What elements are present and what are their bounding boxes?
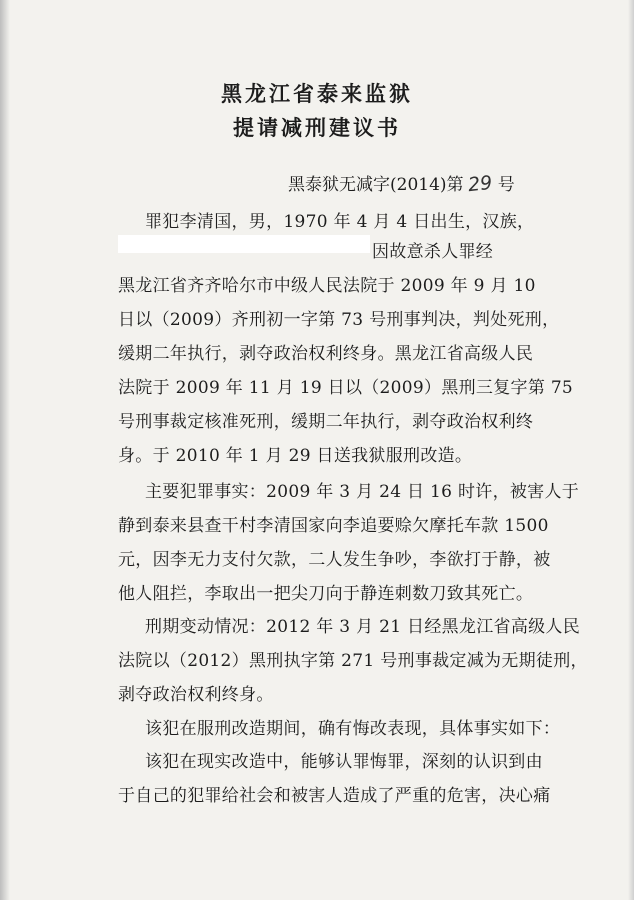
body-line: 元，因李无力支付欠款，二人发生争吵，李欲打于静，被 (118, 550, 551, 570)
body-line: 法院于 2009 年 11 月 19 日以（2009）黑刑三复字第 75 (118, 378, 574, 398)
document-number (288, 170, 515, 195)
body-line: 身。于 2010 年 1 月 29 日送我狱服刑改造。 (118, 446, 473, 466)
body-line: 罪犯李清国，男，1970 年 4 月 4 日出生，汉族， (145, 212, 535, 232)
body-line: 黑龙江省齐齐哈尔市中级人民法院于 2009 年 9 月 10 (118, 276, 536, 296)
document-number-suffix: 号 (497, 175, 515, 195)
body-line: 该犯在现实改造中，能够认罪悔罪，深刻的认识到由 (145, 752, 543, 772)
body-line: 因故意杀人罪经 (372, 242, 494, 262)
body-line: 于自己的犯罪给社会和被害人造成了严重的危害，决心痛 (118, 786, 551, 806)
body-line: 该犯在服刑改造期间，确有悔改表现，具体事实如下： (145, 719, 561, 739)
body-line: 静到泰来县查干村李清国家向李追要赊欠摩托车款 1500 (118, 516, 549, 536)
body-line: 日以（2009）齐刑初一字第 73 号刑事判决，判处死刑， (118, 310, 560, 330)
body-line: 法院以（2012）黑刑执字第 271 号刑事裁定减为无期徒刑， (118, 651, 588, 671)
body-line: 他人阻拦，李取出一把尖刀向于静连刺数刀致其死亡。 (118, 584, 534, 604)
document-title-institution: 黑龙江省泰来监狱 (221, 82, 413, 106)
body-line: 刑期变动情况：2012 年 3 月 21 日经黑龙江省高级人民 (145, 617, 581, 637)
body-line: 主要犯罪事实：2009 年 3 月 24 日 16 时许，被害人于 (145, 482, 580, 502)
body-line: 剥夺政治权利终身。 (118, 685, 274, 705)
redaction-box (118, 235, 370, 253)
body-line: 号刑事裁定核准死刑，缓期二年执行，剥夺政治权利终 (118, 412, 534, 432)
document-title-type: 提请减刑建议书 (233, 116, 401, 140)
document-number-handwritten: 29 (466, 171, 493, 197)
document-number-prefix: 黑泰狱无减字(2014)第 (288, 175, 464, 195)
body-line: 缓期二年执行，剥夺政治权利终身。黑龙江省高级人民 (118, 344, 534, 364)
